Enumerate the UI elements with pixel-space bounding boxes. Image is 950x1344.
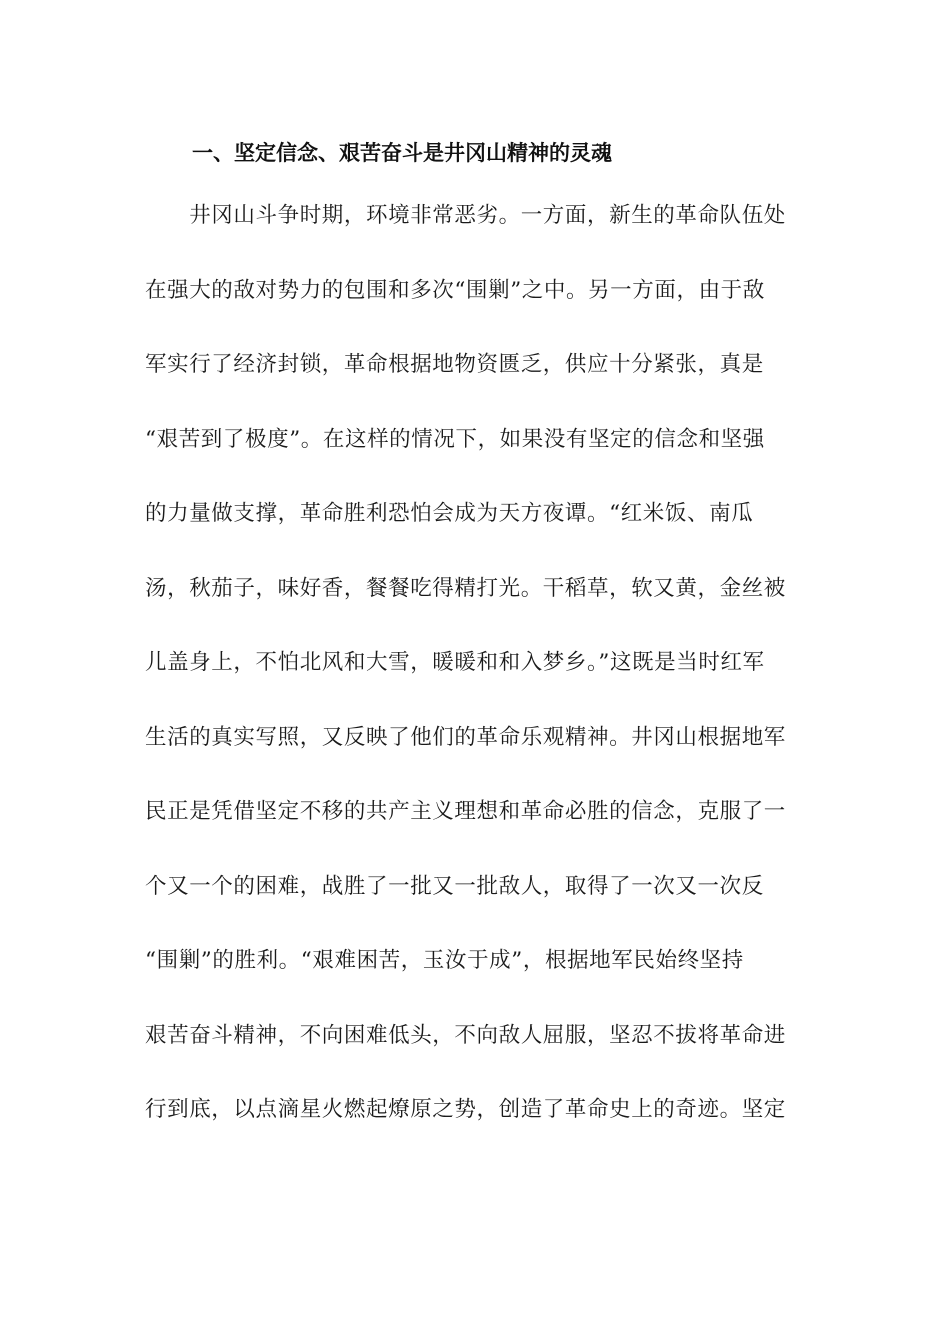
section-heading: 一、坚定信念、艰苦奋斗是井冈山精神的灵魂 bbox=[192, 141, 612, 165]
paragraph-line: “围剿”的胜利。“艰难困苦，玉汝于成”，根据地军民始终坚持 bbox=[145, 948, 744, 973]
paragraph-line: 军实行了经济封锁，革命根据地物资匮乏，供应十分紧张，真是 bbox=[145, 352, 764, 377]
paragraph-line: 个又一个的困难，战胜了一批又一批敌人，取得了一次又一次反 bbox=[145, 873, 764, 899]
paragraph-line: 生活的真实写照，又反映了他们的革命乐观精神。井冈山根据地军 bbox=[145, 724, 786, 750]
paragraph-line: 的力量做支撑，革命胜利恐怕会成为天方夜谭。“红米饭、南瓜 bbox=[145, 501, 754, 526]
paragraph-line: 在强大的敌对势力的包围和多次“围剿”之中。另一方面，由于敌 bbox=[145, 277, 765, 303]
paragraph-line: 艰苦奋斗精神，不向困难低头，不向敌人屈服，坚忍不拔将革命进 bbox=[145, 1022, 786, 1048]
paragraph-line: “艰苦到了极度”。在这样的情况下，如果没有坚定的信念和坚强 bbox=[145, 426, 765, 452]
paragraph-line: 井冈山斗争时期，环境非常恶劣。一方面，新生的革命队伍处 bbox=[145, 203, 786, 228]
paragraph-line: 儿盖身上，不怕北风和大雪，暖暖和和入梦乡。”这既是当时红军 bbox=[145, 650, 765, 675]
body-paragraph bbox=[145, 196, 805, 1165]
paragraph-line: 行到底，以点滴星火燃起燎原之势，创造了革命史上的奇迹。坚定 bbox=[145, 1097, 786, 1122]
paragraph-line: 民正是凭借坚定不移的共产主义理想和革命必胜的信念，克服了一 bbox=[145, 799, 786, 824]
paragraph-line: 汤，秋茄子，味好香，餐餐吃得精打光。干稻草，软又黄，金丝被 bbox=[145, 575, 786, 601]
